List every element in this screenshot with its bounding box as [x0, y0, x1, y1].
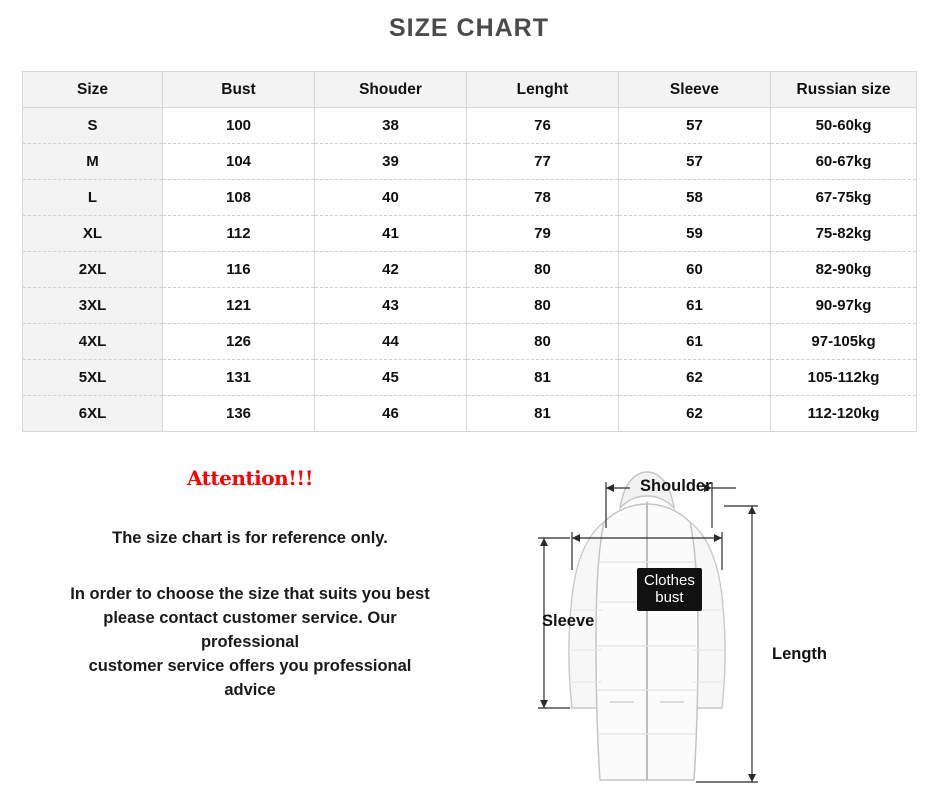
column-header-sleeve: Sleeve: [619, 72, 771, 108]
garment-measurement-diagram: [500, 450, 938, 798]
cell-shoulder: 42: [315, 252, 467, 288]
cell-russian-size: 90-97kg: [771, 288, 917, 324]
cell-length: 80: [467, 324, 619, 360]
table-row: [23, 180, 917, 216]
cell-russian-size: 50-60kg: [771, 108, 917, 144]
note-choose-size-1: In order to choose the size that suits you best: [70, 585, 430, 603]
table-header: [23, 72, 917, 108]
cell-size: XL: [23, 216, 163, 252]
column-header-bust: Bust: [163, 72, 315, 108]
cell-length: 76: [467, 108, 619, 144]
size-chart-table: [22, 71, 917, 432]
cell-russian-size: 67-75kg: [771, 180, 917, 216]
table-header-row: [23, 72, 917, 108]
cell-sleeve: 61: [619, 324, 771, 360]
shoulder-label: Shoulder: [640, 477, 712, 495]
cell-shoulder: 38: [315, 108, 467, 144]
note-choose-size-3: professional: [200, 633, 300, 651]
cell-size: 4XL: [23, 324, 163, 360]
lower-section: [0, 450, 938, 798]
length-label: Length: [772, 645, 827, 663]
cell-russian-size: 75-82kg: [771, 216, 917, 252]
cell-length: 77: [467, 144, 619, 180]
cell-length: 80: [467, 288, 619, 324]
cell-size: M: [23, 144, 163, 180]
column-header-size: Size: [23, 72, 163, 108]
cell-shoulder: 39: [315, 144, 467, 180]
cell-russian-size: 97-105kg: [771, 324, 917, 360]
cell-size: 3XL: [23, 288, 163, 324]
cell-shoulder: 43: [315, 288, 467, 324]
cell-length: 78: [467, 180, 619, 216]
cell-shoulder: 44: [315, 324, 467, 360]
table-row: [23, 108, 917, 144]
clothes-bust-badge-line1: Clothes: [644, 572, 695, 589]
size-chart-table-container: [22, 71, 916, 432]
clothes-bust-badge-line2: bust: [655, 589, 684, 606]
note-service-1: customer service offers you professional: [88, 657, 412, 675]
table-row: [23, 144, 917, 180]
cell-bust: 100: [163, 108, 315, 144]
cell-sleeve: 61: [619, 288, 771, 324]
cell-bust: 126: [163, 324, 315, 360]
cell-size: L: [23, 180, 163, 216]
cell-length: 81: [467, 396, 619, 432]
cell-bust: 108: [163, 180, 315, 216]
cell-sleeve: 59: [619, 216, 771, 252]
cell-bust: 131: [163, 360, 315, 396]
cell-bust: 136: [163, 396, 315, 432]
table-row: [23, 288, 917, 324]
cell-shoulder: 41: [315, 216, 467, 252]
cell-bust: 121: [163, 288, 315, 324]
sleeve-label: Sleeve: [542, 612, 595, 630]
cell-shoulder: 45: [315, 360, 467, 396]
cell-shoulder: 40: [315, 180, 467, 216]
cell-sleeve: 62: [619, 396, 771, 432]
cell-bust: 104: [163, 144, 315, 180]
cell-shoulder: 46: [315, 396, 467, 432]
table-row: [23, 360, 917, 396]
cell-sleeve: 58: [619, 180, 771, 216]
page-title: SIZE CHART: [389, 14, 549, 42]
cell-size: S: [23, 108, 163, 144]
cell-russian-size: 105-112kg: [771, 360, 917, 396]
cell-length: 79: [467, 216, 619, 252]
column-header-shoulder: Shouder: [315, 72, 467, 108]
table-row: [23, 324, 917, 360]
cell-length: 81: [467, 360, 619, 396]
column-header-russian-size: Russian size: [771, 72, 917, 108]
column-header-length: Lenght: [467, 72, 619, 108]
note-choose-size-2: please contact customer service. Our: [103, 609, 397, 627]
clothes-bust-badge: [637, 568, 702, 611]
cell-sleeve: 60: [619, 252, 771, 288]
cell-size: 2XL: [23, 252, 163, 288]
note-service-2: advice: [224, 681, 276, 699]
cell-size: 6XL: [23, 396, 163, 432]
cell-sleeve: 57: [619, 144, 771, 180]
cell-russian-size: 112-120kg: [771, 396, 917, 432]
notes-block: [20, 466, 480, 702]
cell-sleeve: 57: [619, 108, 771, 144]
cell-length: 80: [467, 252, 619, 288]
cell-bust: 116: [163, 252, 315, 288]
table-row: [23, 396, 917, 432]
attention-heading: Attention!!!: [187, 466, 313, 490]
table-row: [23, 216, 917, 252]
table-body: [23, 108, 917, 432]
cell-size: 5XL: [23, 360, 163, 396]
table-row: [23, 252, 917, 288]
cell-bust: 112: [163, 216, 315, 252]
cell-russian-size: 82-90kg: [771, 252, 917, 288]
note-reference-only: The size chart is for reference only.: [112, 529, 388, 547]
cell-sleeve: 62: [619, 360, 771, 396]
cell-russian-size: 60-67kg: [771, 144, 917, 180]
